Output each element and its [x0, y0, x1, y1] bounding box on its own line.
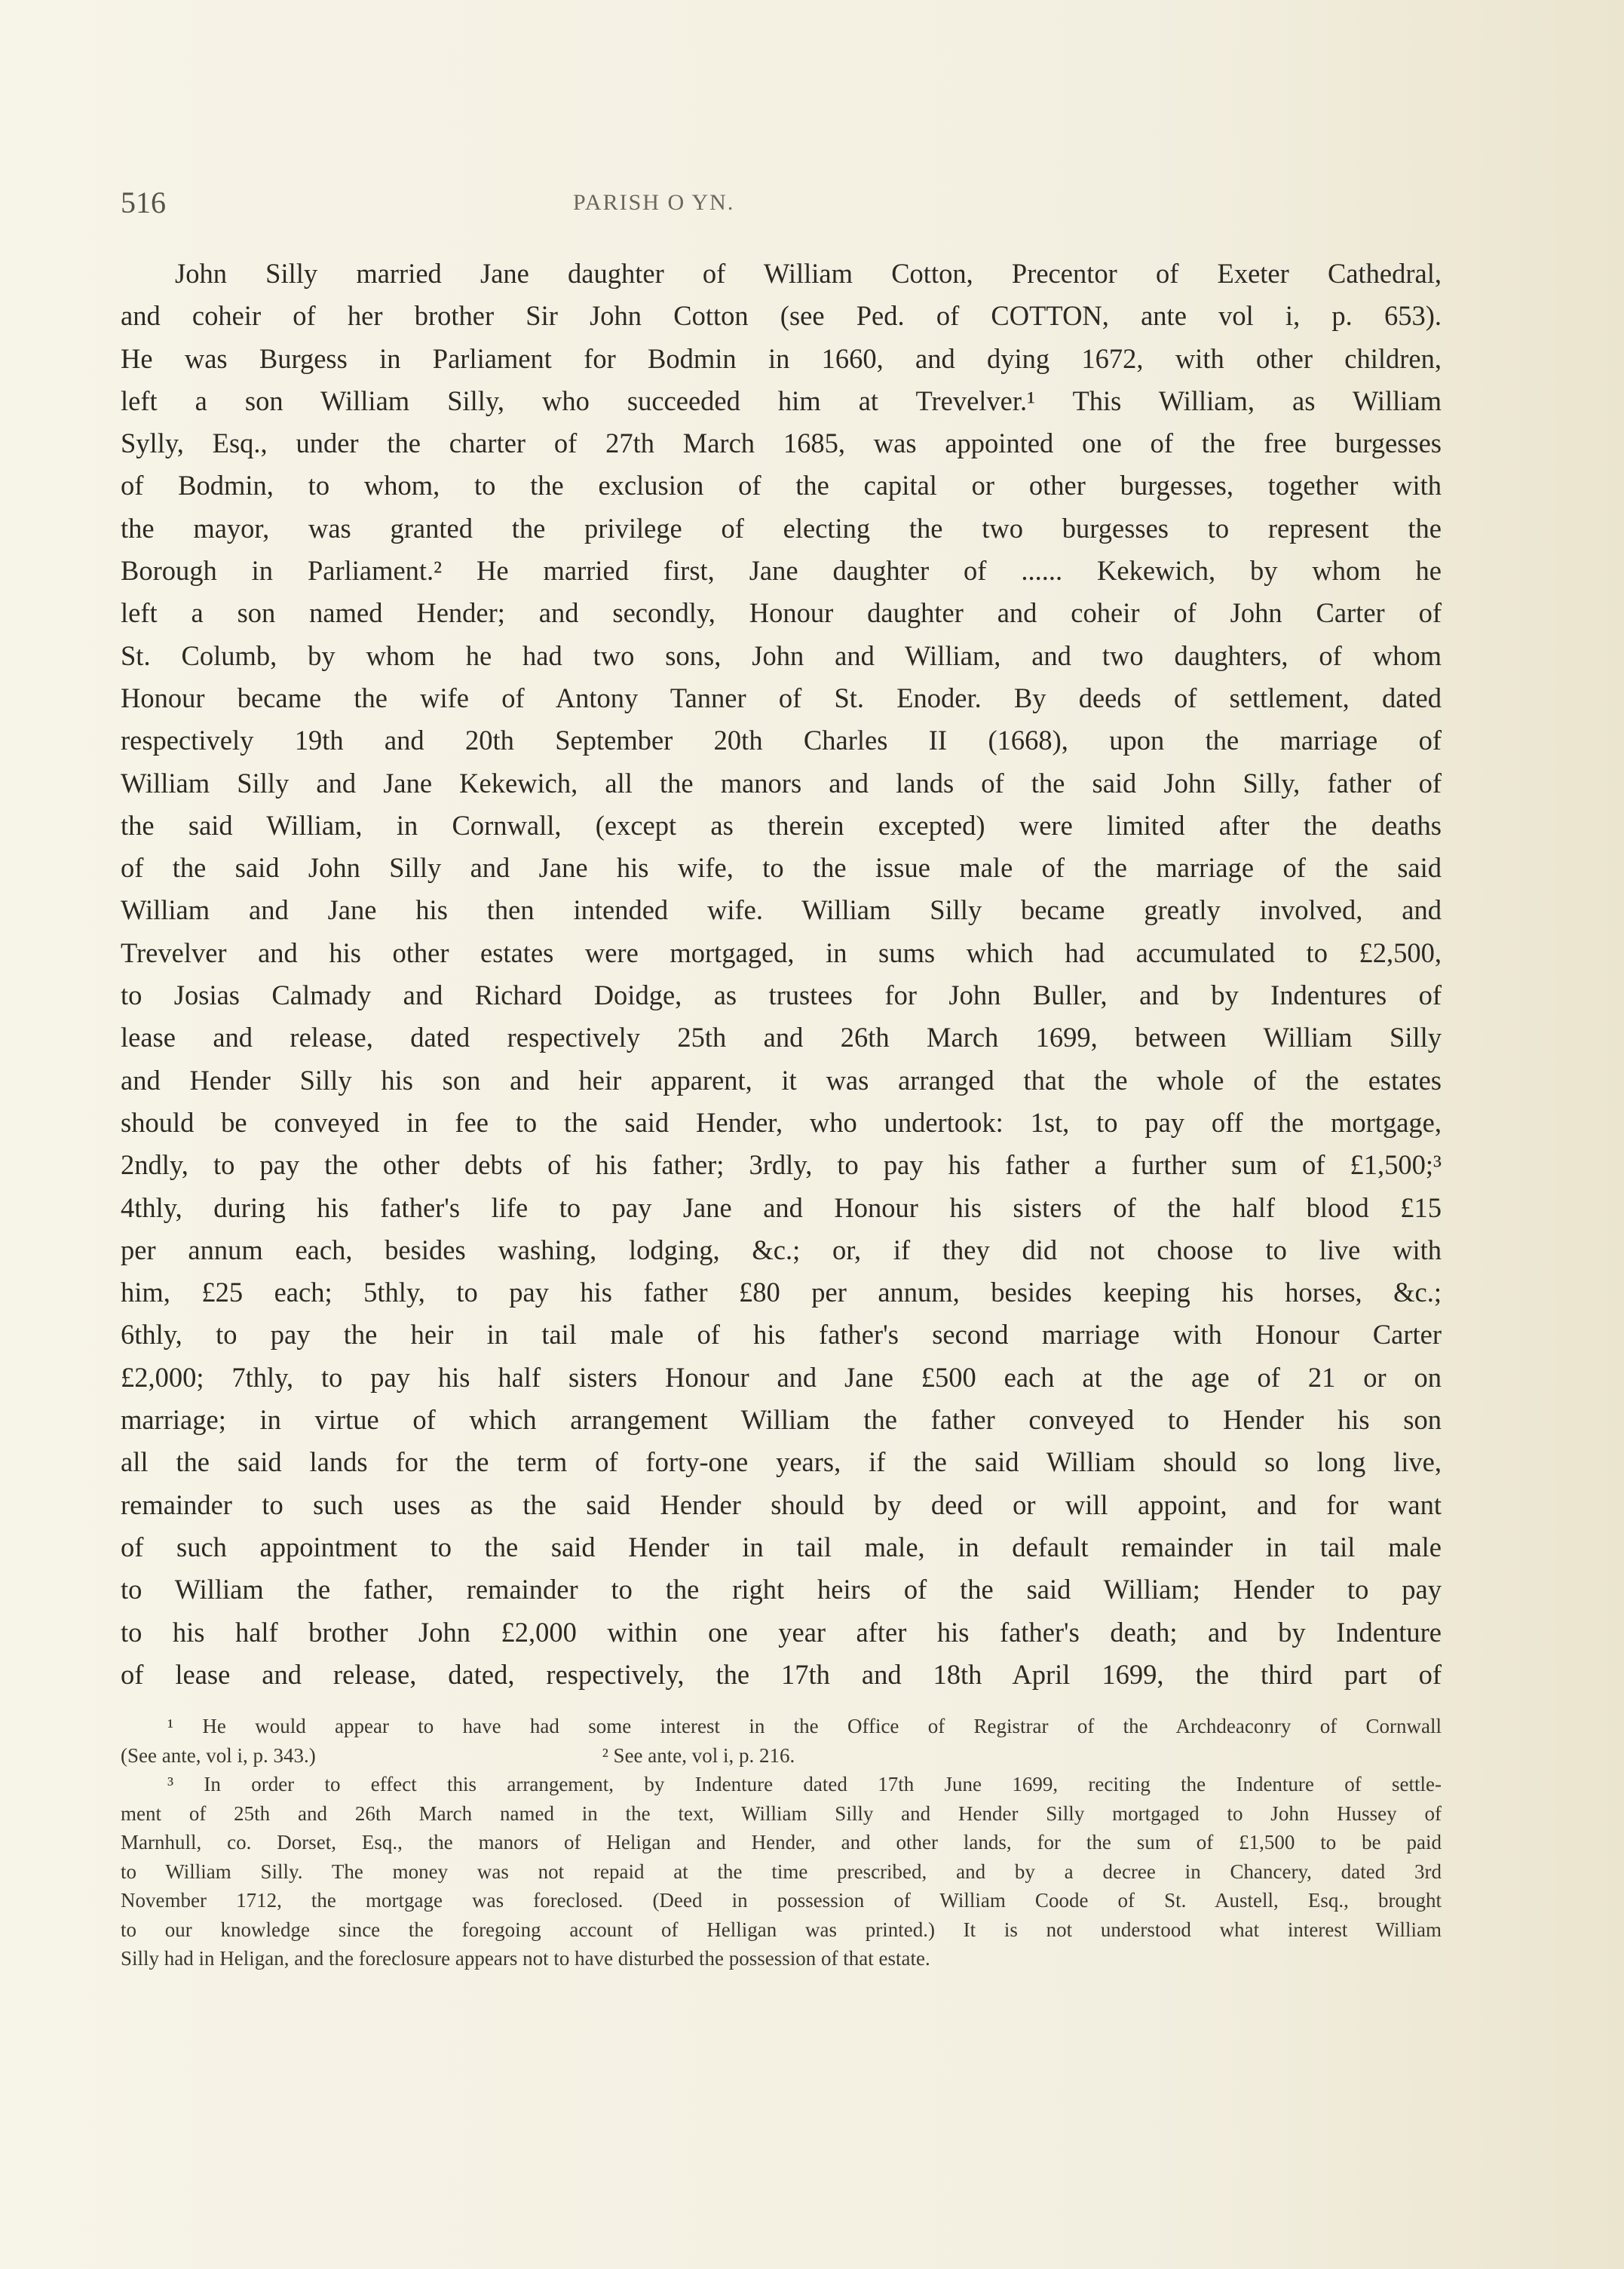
text-line: remainder to such uses as the said Hender should by deed or will appoint, and for want — [121, 1489, 1442, 1520]
footnotes — [121, 1712, 1442, 1973]
text-line: left a son named Hender; and secondly, Honour daughter and coheir of John Carter of — [121, 597, 1442, 629]
text-line: Sylly, Esq., under the charter of 27th March 1685, was appointed one of the free burgesses — [121, 428, 1442, 459]
text-line: respectively 19th and 20th September 20th Charles II (1668), upon the marriage of — [121, 725, 1442, 756]
text-line: Honour became the wife of Antony Tanner of St. Enoder. By deeds of settlement, dated — [121, 682, 1442, 713]
text-line: John Silly married Jane daughter of William Cotton, Precentor of Exeter Cathedral, — [175, 258, 1442, 289]
footnote-1-line: (See ante, vol i, p. 343.) — [121, 1743, 316, 1767]
text-line: of Bodmin, to whom, to the exclusion of the capital or other burgesses, together with — [121, 470, 1442, 501]
running-title: PARISH O YN. — [573, 190, 735, 215]
body-text — [121, 253, 1442, 1696]
text-line: Trevelver and his other estates were mortgaged, in sums which had accumulated to £2,500, — [121, 937, 1442, 968]
footnote-1-line: ¹ He would appear to have had some interest in the Office of Registrar of the Archdeaconry of Cornwall — [167, 1715, 1442, 1737]
text-line: and Hender Silly his son and heir apparent, it was arranged that the whole of the estates — [121, 1064, 1442, 1096]
text-line: per annum each, besides washing, lodging, &c.; or, if they did not choose to live with — [121, 1234, 1442, 1265]
text-line: him, £25 each; 5thly, to pay his father £80 per annum, besides keeping his horses, &c.; — [121, 1277, 1442, 1308]
page-number: 516 — [121, 186, 166, 219]
text-line: to his half brother John £2,000 within one year after his father's death; and by Indenture — [121, 1616, 1442, 1648]
text-line: left a son William Silly, who succeeded him at Trevelver.¹ This William, as William — [121, 385, 1442, 416]
footnote-3-line: ³ In order to effect this arrangement, by Indenture dated 17th June 1699, reciting the Indenture of settle- — [167, 1773, 1442, 1795]
text-line: the mayor, was granted the privilege of electing the two burgesses to represent the — [121, 512, 1442, 544]
footnote-3-line: November 1712, the mortgage was foreclosed. (Deed in possession of William Coode of St. Austell, Esq., brought — [121, 1889, 1442, 1912]
text-line: William Silly and Jane Kekewich, all the manors and lands of the said John Silly, father of — [121, 767, 1442, 799]
text-line: St. Columb, by whom he had two sons, John and William, and two daughters, of whom — [121, 639, 1442, 671]
text-line: 6thly, to pay the heir in tail male of his father's second marriage with Honour Carter — [121, 1319, 1442, 1351]
text-line: £2,000; 7thly, to pay his half sisters Honour and Jane £500 each at the age of 21 or on — [121, 1361, 1442, 1393]
footnote-3-line: Marnhull, co. Dorset, Esq., the manors of Heligan and Hender, and other lands, for the sum of £1,500 to be paid — [121, 1831, 1442, 1854]
text-line: to Josias Calmady and Richard Doidge, as trustees for John Buller, and by Indentures of — [121, 980, 1442, 1011]
text-line: of such appointment to the said Hender in tail male, in default remainder in tail male — [121, 1531, 1442, 1562]
footnote-3-line: to our knowledge since the foregoing account of Helligan was printed.) It is not understood what interest William — [121, 1918, 1442, 1941]
text-line: and coheir of her brother Sir John Cotton (see Ped. of COTTON, ante vol i, p. 653). — [121, 300, 1442, 332]
text-line: 2ndly, to pay the other debts of his father; 3rdly, to pay his father a further sum of £1,500;³ — [121, 1149, 1442, 1181]
text-line: to William the father, remainder to the right heirs of the said William; Hender to pay — [121, 1574, 1442, 1605]
footnote-2: ² See ante, vol i, p. 216. — [602, 1743, 795, 1767]
text-line: of lease and release, dated, respectively, the 17th and 18th April 1699, the third part of — [121, 1658, 1442, 1690]
footnote-3-line: Silly had in Heligan, and the foreclosure appears not to have disturbed the possession of that estate. — [121, 1947, 930, 1970]
text-line: marriage; in virtue of which arrangement William the father conveyed to Hender his son — [121, 1404, 1442, 1436]
text-line: all the said lands for the term of forty-one years, if the said William should so long live, — [121, 1446, 1442, 1478]
text-line: Borough in Parliament.² He married first, Jane daughter of ...... Kekewich, by whom he — [121, 555, 1442, 587]
text-line: should be conveyed in fee to the said Hender, who undertook: 1st, to pay off the mortgage, — [121, 1106, 1442, 1138]
footnote-3-line: to William Silly. The money was not repaid at the time prescribed, and by a decree in Chancery, dated 3rd — [121, 1860, 1442, 1883]
text-line: lease and release, dated respectively 25th and 26th March 1699, between William Silly — [121, 1022, 1442, 1053]
text-line: of the said John Silly and Jane his wife, to the issue male of the marriage of the said — [121, 852, 1442, 884]
text-line: 4thly, during his father's life to pay Jane and Honour his sisters of the half blood £15 — [121, 1191, 1442, 1223]
footnote-3-line: ment of 25th and 26th March named in the text, William Silly and Hender Silly mortgaged to John Hussey of — [121, 1801, 1442, 1825]
footnote-row — [121, 1741, 1442, 1771]
text-line: He was Burgess in Parliament for Bodmin in 1660, and dying 1672, with other children, — [121, 342, 1442, 374]
text-line: William and Jane his then intended wife. William Silly became greatly involved, and — [121, 894, 1442, 926]
text-line: the said William, in Cornwall, (except as therein excepted) were limited after the deaths — [121, 809, 1442, 841]
